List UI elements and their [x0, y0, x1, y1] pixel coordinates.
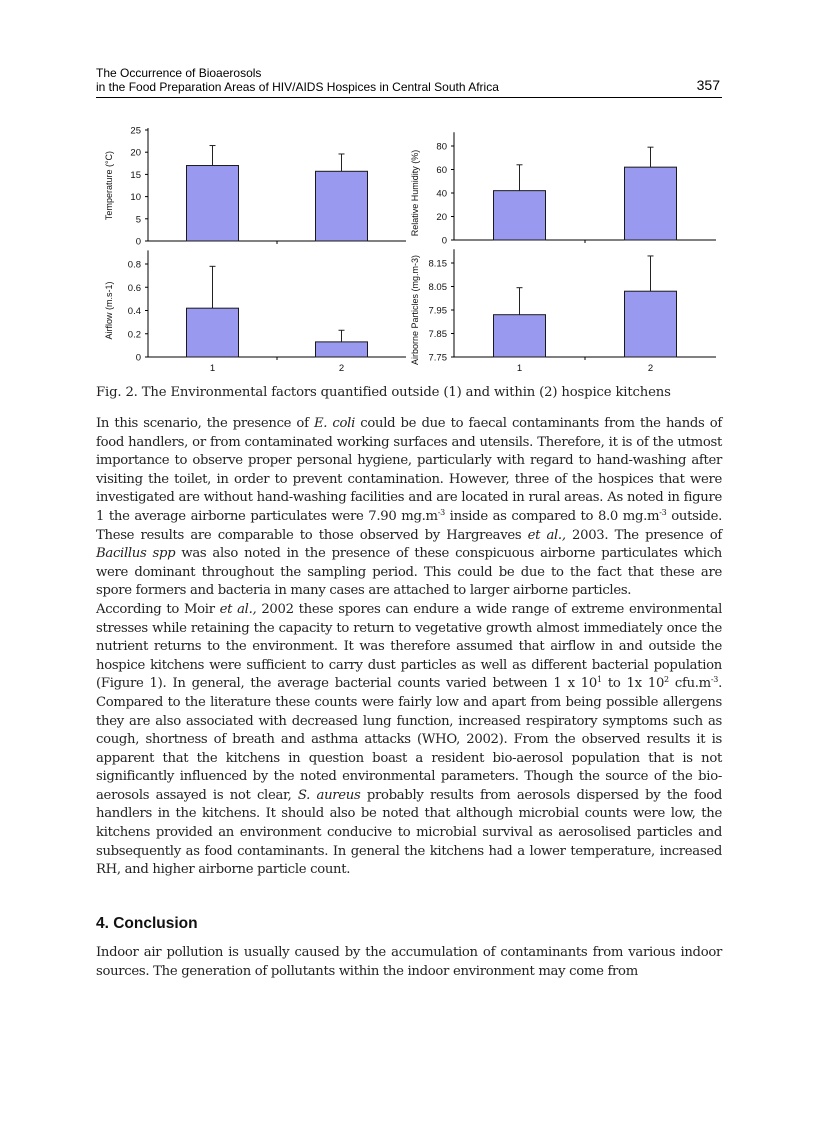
y-tick-label: 7.95: [428, 305, 447, 317]
y-tick-label: 0: [135, 352, 141, 364]
bar-2: [316, 342, 368, 357]
paragraph-1: In this scenario, the presence of E. coli could be due to faecal contaminants from the hands of food handlers, or from contaminated working surfaces and utensils. Therefore, it is of the utmost importance to observe proper personal hygiene, particularly with regard to hand-washing after visiting the toilet, in order to prevent contamination. However, three of the hospices that were investigated are without hand-washing facilities and are located in rural areas. As noted in figure 1 the average airborne particulates were 7.90 $mg.m^{-3}$ inside as compared to 8.0 $mg.m^{-3}$ outside. These results are comparable to those observed by Hargreaves et al., 2003. The presence of Bacillus spp was also noted in the presence of these conspicuous airborne particulates which were dominant throughout the sampling period. This could be due to the fact that these are spore formers and bacteria in many cases are attached to larger airborne particles.: [96, 416, 723, 599]
y-tick-label: 0.6: [127, 282, 141, 294]
y-tick-label: 25: [130, 125, 141, 137]
figure-caption: Fig. 2. The Environmental factors quantified outside (1) and within (2) hospice kitchens: [96, 385, 671, 400]
y-tick-label: 60: [436, 165, 447, 176]
y-axis-label: Temperature (°C): [104, 150, 114, 221]
y-tick-label: 7.75: [428, 352, 447, 364]
bar-chart-grid: [96, 118, 722, 380]
x-tick-label: 1: [516, 363, 523, 374]
chart-airflow: [104, 250, 406, 374]
x-tick-label: 2: [338, 363, 345, 374]
bar-1: [187, 166, 239, 241]
y-tick-label: 0.2: [127, 329, 141, 341]
body-paragraphs: [96, 415, 722, 880]
header-rule: [96, 97, 722, 98]
y-tick-label: 8.05: [428, 282, 447, 293]
y-tick-label: 5: [135, 214, 141, 226]
paragraph-2: According to Moir et al., 2002 these spores can endure a wide range of extreme environmental stresses while retaining the capacity to return to vegetative growth almost immediately once the nutrient returns to the environment. It was therefore assumed that airflow in and outside the hospice kitchens were sufficient to carry dust particles as well as different bacterial population (Figure 1). In general, the average bacterial counts varied between 1 x $10^1$ to 1x $10^2$ $cfu.m^{-3}$. Compared to the literature these counts were fairly low and apart from being possible allergens they are also associated with decreased lung function, increased respiratory symptoms such as cough, shortness of breath and asthma attacks (WHO, 2002). From the observed results it is apparent that the kitchens in question boast a resident bio-aerosol population that is not significantly influenced by the noted environmental parameters. Though the source of the bio-aerosols assayed is not clear, S. aureus probably results from aerosols dispersed by the food handlers in the kitchens. It should also be noted that although microbial counts were low, the kitchens provided an environment conducive to microbial survival as aerosolised particles and subsequently as food contaminants. In general the kitchens had a lower temperature, increased RH, and higher airborne particle count.: [96, 601, 722, 878]
bar-2: [625, 291, 677, 357]
bar-2: [625, 167, 677, 240]
y-axis-label: Relative Humidity (%): [410, 149, 420, 237]
page-number: 357: [696, 77, 720, 93]
x-tick-label: 1: [209, 363, 216, 374]
bar-2: [316, 171, 368, 241]
section-heading-conclusion: 4. Conclusion: [96, 915, 198, 932]
bar-1: [494, 191, 546, 240]
chart-airborne-particles: [410, 249, 716, 374]
y-tick-label: 0.8: [127, 259, 141, 271]
y-tick-label: 0.4: [127, 306, 141, 317]
y-axis-label: Airborne Particles (mg.m-3): [410, 254, 420, 366]
chart-temperature: [104, 126, 406, 248]
y-tick-label: 10: [130, 192, 141, 204]
running-head: [96, 67, 722, 99]
y-tick-label: 15: [130, 169, 141, 181]
x-tick-label: 2: [647, 363, 654, 374]
y-tick-label: 80: [436, 141, 447, 153]
y-tick-label: 0: [441, 235, 447, 247]
bar-1: [187, 308, 239, 357]
y-tick-label: 8.15: [428, 258, 447, 270]
y-tick-label: 7.85: [428, 329, 447, 340]
chart-relative-humidity: [410, 132, 716, 246]
y-tick-label: 20: [130, 147, 141, 159]
bar-1: [494, 315, 546, 357]
y-tick-label: 0: [135, 236, 141, 248]
y-tick-label: 20: [436, 212, 447, 223]
running-head-line-2: in the Food Preparation Areas of HIV/AIDS Hospices in Central South Africa: [96, 79, 499, 94]
paragraph-3: Indoor air pollution is usually caused by the accumulation of contaminants from various indoor sources. The generation of pollutants within the indoor environment may come from: [96, 945, 722, 979]
running-head-line-1: The Occurrence of Bioaerosols: [96, 66, 262, 80]
figure-2: [96, 118, 722, 380]
y-axis-label: Airflow (m.s-1): [104, 281, 114, 340]
y-tick-label: 40: [436, 188, 447, 200]
